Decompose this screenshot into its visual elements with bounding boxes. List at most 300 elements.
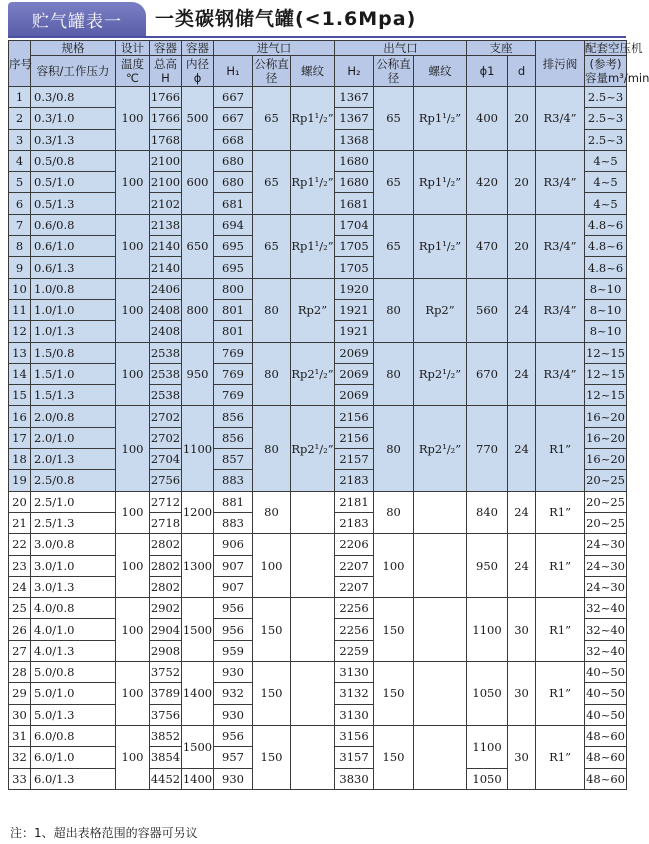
support-d: 20 xyxy=(508,150,536,214)
inlet-thread: Rp2” xyxy=(291,278,335,342)
vessel-height: 2140 xyxy=(150,257,182,278)
support-d: 24 xyxy=(508,342,536,406)
header-drain: 排污阀 xyxy=(536,41,585,87)
inlet-thread: Rp1¹/₂” xyxy=(291,214,335,278)
design-temp: 100 xyxy=(116,662,150,726)
vessel-diameter: 1400 xyxy=(182,768,214,789)
outlet-dn: 80 xyxy=(374,406,414,491)
row-no: 17 xyxy=(9,427,31,448)
vessel-height: 2702 xyxy=(150,406,182,427)
compressor-capacity: 16~20 xyxy=(585,449,627,470)
drain-valve: R1” xyxy=(536,598,585,662)
vessel-height: 2538 xyxy=(150,363,182,384)
table-row xyxy=(9,342,627,363)
outlet-thread: Rp2¹/₂” xyxy=(414,406,467,491)
row-spec: 2.0/1.3 xyxy=(31,449,116,470)
vessel-height: 1768 xyxy=(150,129,182,150)
vessel-height: 2100 xyxy=(150,172,182,193)
vessel-diameter: 1300 xyxy=(182,534,214,598)
support-d: 24 xyxy=(508,491,536,534)
outlet-h2: 3156 xyxy=(335,725,374,746)
outlet-dn: 150 xyxy=(374,725,414,789)
inlet-h1: 957 xyxy=(214,747,253,768)
support-phi1: 560 xyxy=(467,278,508,342)
row-spec: 4.0/1.0 xyxy=(31,619,116,640)
compressor-capacity: 4.8~6 xyxy=(585,214,627,235)
inlet-h1: 956 xyxy=(214,619,253,640)
outlet-h2: 3130 xyxy=(335,704,374,725)
row-no: 32 xyxy=(9,747,31,768)
outlet-dn: 100 xyxy=(374,534,414,598)
vessel-height: 2406 xyxy=(150,278,182,299)
inlet-dn: 80 xyxy=(253,278,291,342)
inlet-thread: Rp1¹/₂” xyxy=(291,87,335,151)
outlet-h2: 2157 xyxy=(335,449,374,470)
inlet-h1: 930 xyxy=(214,704,253,725)
outlet-h2: 2156 xyxy=(335,406,374,427)
vessel-height: 1766 xyxy=(150,108,182,129)
row-spec: 5.0/1.0 xyxy=(31,683,116,704)
inlet-h1: 801 xyxy=(214,299,253,320)
inlet-h1: 930 xyxy=(214,662,253,683)
inlet-h1: 881 xyxy=(214,491,253,512)
support-d: 24 xyxy=(508,534,536,598)
inlet-thread xyxy=(291,725,335,789)
row-no: 24 xyxy=(9,576,31,597)
inlet-h1: 667 xyxy=(214,87,253,108)
inlet-dn: 80 xyxy=(253,342,291,406)
row-no: 22 xyxy=(9,534,31,555)
drain-valve: R3/4” xyxy=(536,342,585,406)
vessel-diameter: 1100 xyxy=(182,406,214,491)
header-vessel-height-sub: 总高 H xyxy=(150,56,182,87)
table-row xyxy=(9,406,627,427)
outlet-dn: 80 xyxy=(374,342,414,406)
design-temp: 100 xyxy=(116,342,150,406)
inlet-h1: 959 xyxy=(214,640,253,661)
support-d: 30 xyxy=(508,725,536,789)
header-outlet-h2: H₂ xyxy=(335,56,374,87)
row-spec: 2.5/0.8 xyxy=(31,470,116,491)
row-no: 28 xyxy=(9,662,31,683)
vessel-diameter: 500 xyxy=(182,87,214,151)
row-no: 2 xyxy=(9,108,31,129)
table-body xyxy=(9,87,627,790)
row-no: 15 xyxy=(9,385,31,406)
vessel-spec-table xyxy=(8,40,649,790)
row-spec: 3.0/0.8 xyxy=(31,534,116,555)
row-spec: 2.0/0.8 xyxy=(31,406,116,427)
row-spec: 2.0/1.0 xyxy=(31,427,116,448)
row-spec: 4.0/1.3 xyxy=(31,640,116,661)
outlet-h2: 2207 xyxy=(335,576,374,597)
outlet-h2: 2259 xyxy=(335,640,374,661)
vessel-height: 2802 xyxy=(150,576,182,597)
support-phi1: 1050 xyxy=(467,768,508,789)
row-no: 27 xyxy=(9,640,31,661)
vessel-diameter: 650 xyxy=(182,214,214,278)
compressor-capacity: 4~5 xyxy=(585,172,627,193)
compressor-capacity: 20~25 xyxy=(585,470,627,491)
inlet-h1: 800 xyxy=(214,278,253,299)
inlet-thread: Rp2¹/₂” xyxy=(291,342,335,406)
vessel-height: 2718 xyxy=(150,512,182,533)
vessel-height: 2538 xyxy=(150,385,182,406)
inlet-h1: 856 xyxy=(214,427,253,448)
outlet-h2: 1680 xyxy=(335,172,374,193)
compressor-capacity: 24~30 xyxy=(585,555,627,576)
compressor-capacity: 4.8~6 xyxy=(585,236,627,257)
outlet-thread: Rp2” xyxy=(414,278,467,342)
outlet-h2: 1705 xyxy=(335,257,374,278)
outlet-h2: 2069 xyxy=(335,385,374,406)
outlet-thread xyxy=(414,491,467,534)
outlet-dn: 80 xyxy=(374,278,414,342)
inlet-h1: 856 xyxy=(214,406,253,427)
vessel-height: 2902 xyxy=(150,598,182,619)
design-temp: 100 xyxy=(116,534,150,598)
drain-valve: R1” xyxy=(536,662,585,726)
outlet-thread: Rp1¹/₂” xyxy=(414,87,467,151)
vessel-diameter: 1200 xyxy=(182,491,214,534)
inlet-thread: Rp1¹/₂” xyxy=(291,150,335,214)
row-no: 7 xyxy=(9,214,31,235)
outlet-h2: 2206 xyxy=(335,534,374,555)
support-d: 20 xyxy=(508,87,536,151)
outlet-h2: 1921 xyxy=(335,321,374,342)
compressor-capacity: 12~15 xyxy=(585,385,627,406)
drain-valve: R3/4” xyxy=(536,150,585,214)
design-temp: 100 xyxy=(116,214,150,278)
vessel-height: 2802 xyxy=(150,534,182,555)
vessel-height: 2712 xyxy=(150,491,182,512)
drain-valve: R1” xyxy=(536,725,585,789)
row-spec: 6.0/1.0 xyxy=(31,747,116,768)
support-phi1: 420 xyxy=(467,150,508,214)
support-phi1: 670 xyxy=(467,342,508,406)
row-no: 8 xyxy=(9,236,31,257)
inlet-h1: 694 xyxy=(214,214,253,235)
header-design: 设计 xyxy=(116,41,150,56)
header-vessel-height: 容器 xyxy=(150,41,182,56)
row-no: 23 xyxy=(9,555,31,576)
vessel-height: 2802 xyxy=(150,555,182,576)
vessel-height: 1766 xyxy=(150,87,182,108)
inlet-h1: 769 xyxy=(214,385,253,406)
inlet-thread: Rp2¹/₂” xyxy=(291,406,335,491)
outlet-h2: 1705 xyxy=(335,236,374,257)
compressor-capacity: 32~40 xyxy=(585,598,627,619)
inlet-h1: 695 xyxy=(214,257,253,278)
outlet-h2: 2183 xyxy=(335,512,374,533)
support-d: 24 xyxy=(508,278,536,342)
table-row xyxy=(9,725,627,746)
compressor-capacity: 16~20 xyxy=(585,427,627,448)
row-no: 31 xyxy=(9,725,31,746)
compressor-capacity: 2.5~3 xyxy=(585,87,627,108)
inlet-h1: 956 xyxy=(214,725,253,746)
inlet-h1: 906 xyxy=(214,534,253,555)
inlet-thread xyxy=(291,598,335,662)
outlet-h2: 1921 xyxy=(335,299,374,320)
support-d: 24 xyxy=(508,406,536,491)
inlet-dn: 150 xyxy=(253,662,291,726)
vessel-height: 3756 xyxy=(150,704,182,725)
inlet-h1: 668 xyxy=(214,129,253,150)
row-no: 10 xyxy=(9,278,31,299)
inlet-dn: 80 xyxy=(253,406,291,491)
header-inlet: 进气口 xyxy=(214,41,335,56)
inlet-h1: 883 xyxy=(214,470,253,491)
vessel-diameter: 1500 xyxy=(182,598,214,662)
row-no: 21 xyxy=(9,512,31,533)
compressor-capacity: 4~5 xyxy=(585,150,627,171)
vessel-height: 2538 xyxy=(150,342,182,363)
outlet-dn: 65 xyxy=(374,87,414,151)
vessel-diameter: 800 xyxy=(182,278,214,342)
table-row xyxy=(9,214,627,235)
header-compressor-sub: (参考) 容量m³/min xyxy=(585,57,649,85)
inlet-h1: 769 xyxy=(214,342,253,363)
compressor-capacity: 4~5 xyxy=(585,193,627,214)
row-spec: 5.0/0.8 xyxy=(31,662,116,683)
drain-valve: R3/4” xyxy=(536,278,585,342)
vessel-height: 2702 xyxy=(150,427,182,448)
design-temp: 100 xyxy=(116,598,150,662)
header-outlet: 出气口 xyxy=(335,41,467,56)
inlet-dn: 80 xyxy=(253,491,291,534)
inlet-dn: 65 xyxy=(253,150,291,214)
outlet-h2: 1368 xyxy=(335,129,374,150)
row-spec: 6.0/1.3 xyxy=(31,768,116,789)
row-spec: 4.0/0.8 xyxy=(31,598,116,619)
inlet-h1: 667 xyxy=(214,108,253,129)
outlet-thread: Rp1¹/₂” xyxy=(414,214,467,278)
row-no: 5 xyxy=(9,172,31,193)
row-spec: 0.5/1.3 xyxy=(31,193,116,214)
outlet-dn: 80 xyxy=(374,491,414,534)
support-d: 20 xyxy=(508,214,536,278)
compressor-capacity: 12~15 xyxy=(585,342,627,363)
header-inlet-h1: H₁ xyxy=(214,56,253,87)
compressor-capacity: 48~60 xyxy=(585,725,627,746)
row-no: 4 xyxy=(9,150,31,171)
table-row xyxy=(9,150,627,171)
vessel-height: 2100 xyxy=(150,150,182,171)
vessel-height: 2756 xyxy=(150,470,182,491)
header-vessel-diameter: 容器 xyxy=(182,41,214,56)
row-spec: 2.5/1.0 xyxy=(31,491,116,512)
row-no: 13 xyxy=(9,342,31,363)
support-phi1: 470 xyxy=(467,214,508,278)
row-no: 1 xyxy=(9,87,31,108)
vessel-height: 3752 xyxy=(150,662,182,683)
row-spec: 0.6/0.8 xyxy=(31,214,116,235)
inlet-thread xyxy=(291,491,335,534)
inlet-dn: 65 xyxy=(253,87,291,151)
drain-valve: R1” xyxy=(536,491,585,534)
outlet-h2: 1680 xyxy=(335,150,374,171)
inlet-h1: 956 xyxy=(214,598,253,619)
outlet-h2: 1367 xyxy=(335,108,374,129)
compressor-capacity: 48~60 xyxy=(585,768,627,789)
row-no: 6 xyxy=(9,193,31,214)
support-phi1: 1100 xyxy=(467,598,508,662)
outlet-h2: 2069 xyxy=(335,363,374,384)
row-spec: 3.0/1.3 xyxy=(31,576,116,597)
row-no: 12 xyxy=(9,321,31,342)
vessel-height: 2408 xyxy=(150,299,182,320)
row-spec: 1.5/1.3 xyxy=(31,385,116,406)
outlet-h2: 2256 xyxy=(335,598,374,619)
outlet-h2: 1704 xyxy=(335,214,374,235)
compressor-capacity: 4.8~6 xyxy=(585,257,627,278)
header-outlet-dn: 公称直径 xyxy=(374,56,414,87)
header-no: 序号 xyxy=(9,41,31,87)
row-spec: 0.5/0.8 xyxy=(31,150,116,171)
outlet-h2: 2207 xyxy=(335,555,374,576)
compressor-capacity: 16~20 xyxy=(585,406,627,427)
row-spec: 5.0/1.3 xyxy=(31,704,116,725)
row-no: 14 xyxy=(9,363,31,384)
row-no: 33 xyxy=(9,768,31,789)
row-no: 3 xyxy=(9,129,31,150)
support-d: 30 xyxy=(508,662,536,726)
header-support-phi1: ϕ1 xyxy=(467,56,508,87)
header-support-d: d xyxy=(508,56,536,87)
table-label: 贮气罐表一 xyxy=(32,11,122,32)
row-no: 20 xyxy=(9,491,31,512)
compressor-capacity: 12~15 xyxy=(585,363,627,384)
row-spec: 3.0/1.0 xyxy=(31,555,116,576)
inlet-h1: 695 xyxy=(214,236,253,257)
outlet-h2: 1367 xyxy=(335,87,374,108)
drain-valve: R1” xyxy=(536,534,585,598)
row-no: 11 xyxy=(9,299,31,320)
vessel-height: 2704 xyxy=(150,449,182,470)
outlet-h2: 2181 xyxy=(335,491,374,512)
header-design-sub: 温度 ℃ xyxy=(116,56,150,87)
compressor-capacity: 20~25 xyxy=(585,491,627,512)
outlet-dn: 65 xyxy=(374,150,414,214)
compressor-capacity: 8~10 xyxy=(585,321,627,342)
header-divider xyxy=(8,36,626,38)
compressor-capacity: 48~60 xyxy=(585,747,627,768)
vessel-height: 2908 xyxy=(150,640,182,661)
table-row xyxy=(9,662,627,683)
header-support: 支座 xyxy=(467,41,536,56)
vessel-height: 2102 xyxy=(150,193,182,214)
page-title: 一类碳钢储气罐(<1.6Mpa) xyxy=(155,8,417,30)
inlet-dn: 150 xyxy=(253,725,291,789)
inlet-dn: 150 xyxy=(253,598,291,662)
header-spec-sub: 容积/工作压力 xyxy=(31,56,116,87)
inlet-h1: 932 xyxy=(214,683,253,704)
outlet-thread: Rp2¹/₂” xyxy=(414,342,467,406)
compressor-capacity: 20~25 xyxy=(585,512,627,533)
vessel-diameter: 1400 xyxy=(182,662,214,726)
row-no: 18 xyxy=(9,449,31,470)
row-spec: 0.6/1.3 xyxy=(31,257,116,278)
compressor-capacity: 2.5~3 xyxy=(585,108,627,129)
vessel-diameter: 1500 xyxy=(182,725,214,768)
compressor-capacity: 2.5~3 xyxy=(585,129,627,150)
row-spec: 0.3/0.8 xyxy=(31,87,116,108)
vessel-height: 3789 xyxy=(150,683,182,704)
vessel-height: 4452 xyxy=(150,768,182,789)
drain-valve: R1” xyxy=(536,406,585,491)
drain-valve: R3/4” xyxy=(536,87,585,151)
vessel-height: 2140 xyxy=(150,236,182,257)
outlet-h2: 3132 xyxy=(335,683,374,704)
inlet-h1: 801 xyxy=(214,321,253,342)
outlet-h2: 1920 xyxy=(335,278,374,299)
support-phi1: 1050 xyxy=(467,662,508,726)
outlet-h2: 3157 xyxy=(335,747,374,768)
vessel-diameter: 600 xyxy=(182,150,214,214)
outlet-thread: Rp1¹/₂” xyxy=(414,150,467,214)
inlet-thread xyxy=(291,534,335,598)
row-spec: 0.3/1.3 xyxy=(31,129,116,150)
outlet-dn: 65 xyxy=(374,214,414,278)
row-spec: 1.0/1.0 xyxy=(31,299,116,320)
inlet-h1: 930 xyxy=(214,768,253,789)
design-temp: 100 xyxy=(116,150,150,214)
compressor-capacity: 40~50 xyxy=(585,704,627,725)
row-spec: 1.0/1.3 xyxy=(31,321,116,342)
support-phi1: 770 xyxy=(467,406,508,491)
design-temp: 100 xyxy=(116,725,150,789)
row-no: 19 xyxy=(9,470,31,491)
row-spec: 0.6/1.0 xyxy=(31,236,116,257)
header-inlet-thread: 螺纹 xyxy=(291,56,335,87)
table-row xyxy=(9,278,627,299)
row-no: 26 xyxy=(9,619,31,640)
support-phi1: 950 xyxy=(467,534,508,598)
compressor-capacity: 8~10 xyxy=(585,278,627,299)
design-temp: 100 xyxy=(116,87,150,151)
vessel-height: 2904 xyxy=(150,619,182,640)
outlet-h2: 1681 xyxy=(335,193,374,214)
inlet-thread xyxy=(291,662,335,726)
table-row xyxy=(9,598,627,619)
outlet-h2: 2069 xyxy=(335,342,374,363)
table-header xyxy=(9,41,649,87)
outlet-h2: 3830 xyxy=(335,768,374,789)
vessel-height: 3854 xyxy=(150,747,182,768)
support-phi1: 400 xyxy=(467,87,508,151)
header-compressor: 配套空压机 xyxy=(585,41,643,55)
compressor-capacity: 24~30 xyxy=(585,534,627,555)
outlet-h2: 3130 xyxy=(335,662,374,683)
table-row xyxy=(9,534,627,555)
table-label-tab xyxy=(8,2,146,36)
compressor-capacity: 40~50 xyxy=(585,662,627,683)
outlet-h2: 2156 xyxy=(335,427,374,448)
support-d: 30 xyxy=(508,598,536,662)
row-spec: 0.5/1.0 xyxy=(31,172,116,193)
inlet-dn: 100 xyxy=(253,534,291,598)
outlet-dn: 150 xyxy=(374,662,414,726)
design-temp: 100 xyxy=(116,278,150,342)
inlet-h1: 883 xyxy=(214,512,253,533)
inlet-h1: 857 xyxy=(214,449,253,470)
outlet-thread xyxy=(414,534,467,598)
outlet-thread xyxy=(414,598,467,662)
row-no: 9 xyxy=(9,257,31,278)
row-spec: 2.5/1.3 xyxy=(31,512,116,533)
vessel-diameter: 950 xyxy=(182,342,214,406)
